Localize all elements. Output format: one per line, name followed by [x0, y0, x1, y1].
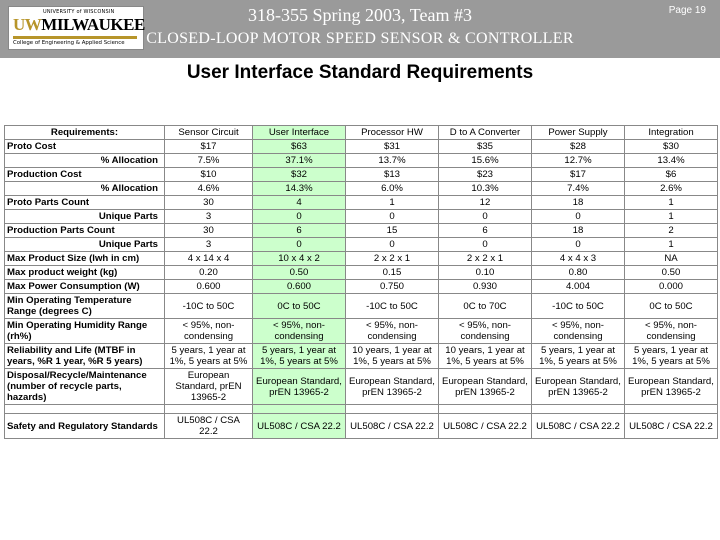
table-cell: -10C to 50C	[346, 294, 439, 319]
spacer-cell	[165, 405, 253, 414]
table-cell: 0C to 50C	[625, 294, 718, 319]
table-cell: < 95%, non-condensing	[439, 319, 532, 344]
column-header: D to A Converter	[439, 126, 532, 140]
table-cell: 0	[532, 210, 625, 224]
table-header-row	[5, 126, 718, 140]
table-cell: 4.6%	[165, 182, 253, 196]
page-number: Page 19	[668, 5, 706, 16]
table-row	[5, 210, 718, 224]
table-cell: $31	[346, 140, 439, 154]
table-cell: < 95%, non-condensing	[165, 319, 253, 344]
table-cell: 2.6%	[625, 182, 718, 196]
row-label: Min Operating Temperature Range (degrees C)	[5, 294, 165, 319]
table-cell: $28	[532, 140, 625, 154]
table-cell: $13	[346, 168, 439, 182]
table-cell: 0	[439, 238, 532, 252]
table-row	[5, 369, 718, 405]
table-row	[5, 344, 718, 369]
table-row	[5, 294, 718, 319]
table-cell: 5 years, 1 year at 1%, 5 years at 5%	[253, 344, 346, 369]
table-row	[5, 319, 718, 344]
spacer-cell	[532, 405, 625, 414]
table-cell: European Standard, prEN 13965-2	[439, 369, 532, 405]
table-cell: 1	[625, 238, 718, 252]
table-cell: 4	[253, 196, 346, 210]
table-cell: 0C to 70C	[439, 294, 532, 319]
table-cell: $17	[532, 168, 625, 182]
table-cell: UL508C / CSA 22.2	[532, 414, 625, 439]
table-cell: 1	[625, 196, 718, 210]
table-cell: 0.80	[532, 266, 625, 280]
row-label: Reliability and Life (MTBF in years, %R 1 year, %R 5 years)	[5, 344, 165, 369]
table-cell: 0	[346, 238, 439, 252]
table-cell: $10	[165, 168, 253, 182]
table-cell: 0.15	[346, 266, 439, 280]
row-label: Max Product Size (lwh in cm)	[5, 252, 165, 266]
table-cell: European Standard, prEN 13965-2	[346, 369, 439, 405]
table-cell: European Standard, prEN 13965-2	[625, 369, 718, 405]
table-cell: $6	[625, 168, 718, 182]
table-cell: $35	[439, 140, 532, 154]
column-header: Sensor Circuit	[165, 126, 253, 140]
table-cell: 30	[165, 224, 253, 238]
column-header: Processor HW	[346, 126, 439, 140]
table-cell: 0.750	[346, 280, 439, 294]
table-cell: 4 x 4 x 3	[532, 252, 625, 266]
table-spacer-row	[5, 405, 718, 414]
requirements-table	[4, 125, 718, 439]
table-cell: 6	[439, 224, 532, 238]
row-label: Production Cost	[5, 168, 165, 182]
table-cell: < 95%, non-condensing	[532, 319, 625, 344]
table-cell: European Standard, prEN 13965-2	[165, 369, 253, 405]
column-header: Integration	[625, 126, 718, 140]
row-label: % Allocation	[5, 154, 165, 168]
table-cell: < 95%, non-condensing	[625, 319, 718, 344]
table-row	[5, 196, 718, 210]
table-cell: 6	[253, 224, 346, 238]
table-cell: 2	[625, 224, 718, 238]
table-cell: 6.0%	[346, 182, 439, 196]
table-cell: 0C to 50C	[253, 294, 346, 319]
table-cell: 1	[625, 210, 718, 224]
table-cell: 37.1%	[253, 154, 346, 168]
logo-uw: UW	[13, 15, 42, 34]
table-cell: European Standard, prEN 13965-2	[253, 369, 346, 405]
table-row	[5, 280, 718, 294]
table-cell: 5 years, 1 year at 1%, 5 years at 5%	[625, 344, 718, 369]
table-cell: 7.5%	[165, 154, 253, 168]
slide-header	[0, 0, 720, 58]
table-cell: UL508C / CSA 22.2	[439, 414, 532, 439]
row-label: Unique Parts	[5, 210, 165, 224]
row-label: Proto Parts Count	[5, 196, 165, 210]
table-row	[5, 238, 718, 252]
table-row	[5, 182, 718, 196]
table-cell: 15.6%	[439, 154, 532, 168]
table-cell: NA	[625, 252, 718, 266]
table-cell: 12	[439, 196, 532, 210]
table-cell: 10.3%	[439, 182, 532, 196]
spacer-cell	[5, 405, 165, 414]
table-cell: $32	[253, 168, 346, 182]
spacer-cell	[346, 405, 439, 414]
table-cell: European Standard, prEN 13965-2	[532, 369, 625, 405]
table-cell: 4 x 14 x 4	[165, 252, 253, 266]
row-label: Production Parts Count	[5, 224, 165, 238]
table-cell: $30	[625, 140, 718, 154]
logo-university-line: UNIVERSITY of WISCONSIN	[43, 9, 115, 15]
table-cell: UL508C / CSA 22.2	[253, 414, 346, 439]
table-row	[5, 252, 718, 266]
table-cell: 0	[253, 238, 346, 252]
table-cell: $17	[165, 140, 253, 154]
table-cell: 18	[532, 224, 625, 238]
row-label: Min Operating Humidity Range (rh%)	[5, 319, 165, 344]
table-cell: 0	[346, 210, 439, 224]
table-cell: UL508C / CSA 22.2	[165, 414, 253, 439]
course-title: 318-355 Spring 2003, Team #3	[248, 5, 472, 25]
table-cell: 15	[346, 224, 439, 238]
table-cell: 0.930	[439, 280, 532, 294]
table-cell: 10 x 4 x 2	[253, 252, 346, 266]
row-label: Safety and Regulatory Standards	[5, 414, 165, 439]
table-cell: -10C to 50C	[165, 294, 253, 319]
table-cell: 4.004	[532, 280, 625, 294]
table-cell: UL508C / CSA 22.2	[346, 414, 439, 439]
table-cell: 0	[439, 210, 532, 224]
spacer-cell	[625, 405, 718, 414]
table-row	[5, 140, 718, 154]
row-label: Max Power Consumption (W)	[5, 280, 165, 294]
row-label: Proto Cost	[5, 140, 165, 154]
row-label: Unique Parts	[5, 238, 165, 252]
table-cell: 0	[253, 210, 346, 224]
table-cell: < 95%, non-condensing	[346, 319, 439, 344]
row-label: Max product weight (kg)	[5, 266, 165, 280]
table-row	[5, 224, 718, 238]
table-cell: 7.4%	[532, 182, 625, 196]
table-cell: UL508C / CSA 22.2	[625, 414, 718, 439]
table-cell: 0.50	[253, 266, 346, 280]
table-cell: 10 years, 1 year at 1%, 5 years at 5%	[346, 344, 439, 369]
table-cell: $63	[253, 140, 346, 154]
table-cell: 0.50	[625, 266, 718, 280]
table-cell: 5 years, 1 year at 1%, 5 years at 5%	[165, 344, 253, 369]
table-cell: 30	[165, 196, 253, 210]
project-subtitle: CLOSED-LOOP MOTOR SPEED SENSOR & CONTROLLER	[146, 30, 574, 47]
table-cell: 18	[532, 196, 625, 210]
spacer-cell	[253, 405, 346, 414]
column-header: Requirements:	[5, 126, 165, 140]
table-cell: 0.10	[439, 266, 532, 280]
table-row	[5, 266, 718, 280]
table-cell: 1	[346, 196, 439, 210]
table-cell: 0.600	[253, 280, 346, 294]
table-cell: 0.20	[165, 266, 253, 280]
table-cell: $23	[439, 168, 532, 182]
spacer-cell	[439, 405, 532, 414]
column-header: Power Supply	[532, 126, 625, 140]
column-header: User Interface	[253, 126, 346, 140]
table-cell: 13.7%	[346, 154, 439, 168]
logo-milwaukee: MILWAUKEE	[41, 15, 145, 34]
table-cell: 12.7%	[532, 154, 625, 168]
table-cell: 3	[165, 238, 253, 252]
logo-college-line: College of Engineering & Applied Science	[13, 40, 125, 46]
table-row	[5, 414, 718, 439]
table-cell: 2 x 2 x 1	[346, 252, 439, 266]
table-cell: 0.000	[625, 280, 718, 294]
table-cell: 13.4%	[625, 154, 718, 168]
table-cell: 2 x 2 x 1	[439, 252, 532, 266]
row-label: Disposal/Recycle/Maintenance (number of recycle parts, hazards)	[5, 369, 165, 405]
table-row	[5, 168, 718, 182]
table-cell: 14.3%	[253, 182, 346, 196]
table-cell: -10C to 50C	[532, 294, 625, 319]
slide-title: User Interface Standard Requirements	[186, 62, 534, 83]
row-label: % Allocation	[5, 182, 165, 196]
table-cell: 0	[532, 238, 625, 252]
table-cell: 0.600	[165, 280, 253, 294]
table-cell: < 95%, non-condensing	[253, 319, 346, 344]
table-row	[5, 154, 718, 168]
table-cell: 3	[165, 210, 253, 224]
table-cell: 10 years, 1 year at 1%, 5 years at 5%	[439, 344, 532, 369]
table-cell: 5 years, 1 year at 1%, 5 years at 5%	[532, 344, 625, 369]
